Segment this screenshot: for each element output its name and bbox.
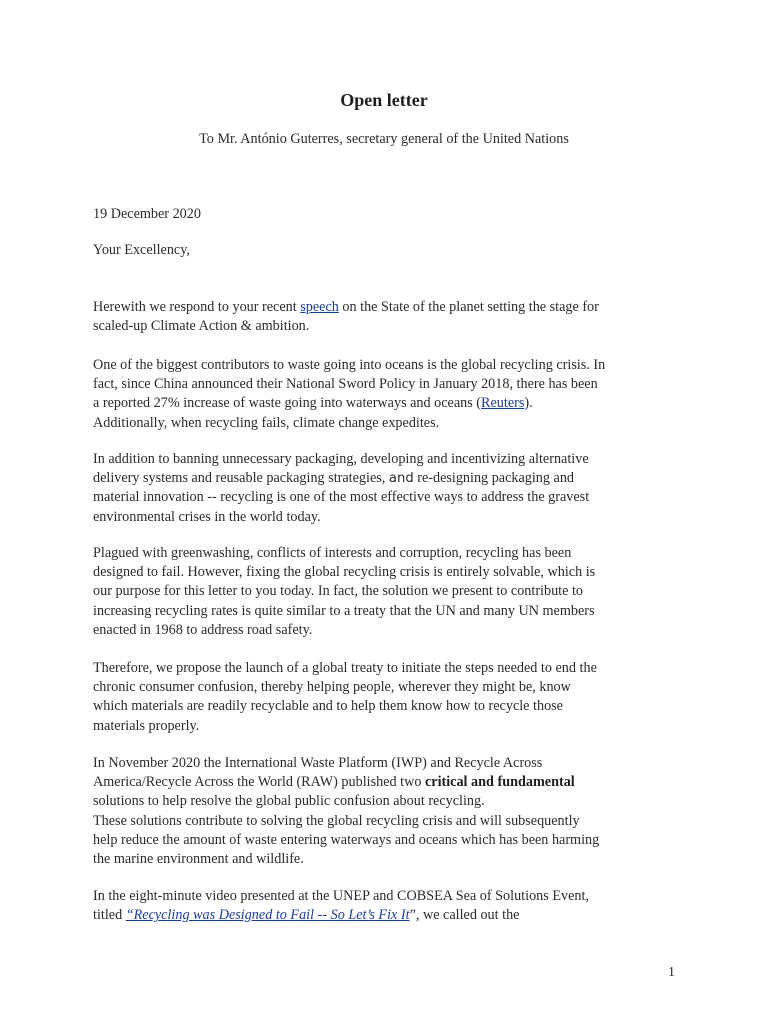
letter-date xyxy=(93,205,683,224)
paragraph-3-line-4: environmental crises in the world today. xyxy=(93,508,321,525)
letter-salutation xyxy=(93,241,683,260)
text-span: delivery systems and reusable packaging strategies, xyxy=(93,470,389,487)
paragraph-1-line-1 xyxy=(93,298,683,317)
paragraph-3-line-2 xyxy=(93,469,683,488)
paragraph-4-line-2: designed to fail. However, fixing the global recycling crisis is entirely solvable, which is xyxy=(93,564,596,581)
text-span: re-designing packaging and xyxy=(413,470,575,487)
text-span: a reported 27% increase of waste going into waterways and oceans ( xyxy=(93,395,482,412)
text-span: America/Recycle Across the World (RAW) published two xyxy=(93,774,425,791)
paragraph-2 xyxy=(93,356,683,433)
paragraph-7-line-2 xyxy=(93,906,683,925)
reuters-link[interactable]: Reuters xyxy=(481,395,525,412)
paragraph-5-line-3: which materials are readily recyclable and to help them know how to recycle those xyxy=(93,698,563,715)
paragraph-5-line-1: Therefore, we propose the launch of a global treaty to initiate the steps needed to end the xyxy=(93,660,597,676)
text-span: and xyxy=(388,471,414,487)
paragraph-4-line-4: increasing recycling rates is quite similar to a treaty that the UN and many UN members xyxy=(93,602,595,619)
paragraph-4 xyxy=(93,544,683,640)
paragraph-7 xyxy=(93,887,683,925)
page-number: 1 xyxy=(668,965,675,980)
video-title-link[interactable]: “Recycling was Designed to Fail -- So Let’s Fix It xyxy=(125,907,410,924)
speech-link[interactable]: speech xyxy=(300,299,339,315)
text-span: ). xyxy=(524,395,533,412)
text-span: on the State of the planet setting the stage for xyxy=(338,299,599,315)
paragraph-6-line-2 xyxy=(93,773,683,792)
paragraph-4-line-5: enacted in 1968 to address road safety. xyxy=(93,621,313,638)
paragraph-6-line-6: the marine environment and wildlife. xyxy=(93,851,304,868)
paragraph-4-line-3: our purpose for this letter to you today. In fact, the solution we present to contribute to xyxy=(93,583,584,600)
emphasis-text: critical and fundamental xyxy=(424,774,575,791)
salutation-text: Your Excellency, xyxy=(93,242,190,258)
paragraph-5 xyxy=(93,659,683,736)
paragraph-2-line-3 xyxy=(93,394,683,413)
paragraph-4-line-1: Plagued with greenwashing, conflicts of interests and corruption, recycling has been xyxy=(93,545,572,561)
letter-recipient: To Mr. António Guterres, secretary general of the United Nations xyxy=(199,131,569,147)
paragraph-6 xyxy=(93,754,683,869)
letter-title: Open letter xyxy=(340,90,428,110)
paragraph-3-line-1: In addition to banning unnecessary packaging, developing and incentivizing alternative xyxy=(93,451,589,467)
paragraph-3 xyxy=(93,450,683,527)
text-span: titled xyxy=(93,907,126,924)
paragraph-1-line-2: scaled-up Climate Action & ambition. xyxy=(93,318,310,335)
paragraph-2-line-2: fact, since China announced their National Sword Policy in January 2018, there has been xyxy=(93,376,598,393)
paragraph-6-line-1: In November 2020 the International Waste Platform (IWP) and Recycle Across xyxy=(93,755,543,771)
date-text: 19 December 2020 xyxy=(93,206,201,222)
paragraph-2-line-4: Additionally, when recycling fails, climate change expedites. xyxy=(93,414,440,431)
paragraph-1 xyxy=(93,298,683,336)
text-span: Herewith we respond to your recent xyxy=(93,299,301,315)
paragraph-6-line-4: These solutions contribute to solving the global recycling crisis and will subsequently xyxy=(93,812,580,829)
paragraph-6-line-5: help reduce the amount of waste entering waterways and oceans which has been harming xyxy=(93,831,600,848)
paragraph-5-line-4: materials properly. xyxy=(93,717,200,734)
paragraph-2-line-1: One of the biggest contributors to waste going into oceans is the global recycling crisis. In xyxy=(93,357,606,373)
paragraph-3-line-3: material innovation -- recycling is one of the most effective ways to address the gravest xyxy=(93,489,590,506)
paragraph-7-line-1: In the eight-minute video presented at the UNEP and COBSEA Sea of Solutions Event, xyxy=(93,888,589,904)
paragraph-5-line-2: chronic consumer confusion, thereby helping people, wherever they might be, know xyxy=(93,679,571,696)
paragraph-6-line-3: solutions to help resolve the global public confusion about recycling. xyxy=(93,793,485,810)
text-span: ”, we called out the xyxy=(409,907,520,924)
